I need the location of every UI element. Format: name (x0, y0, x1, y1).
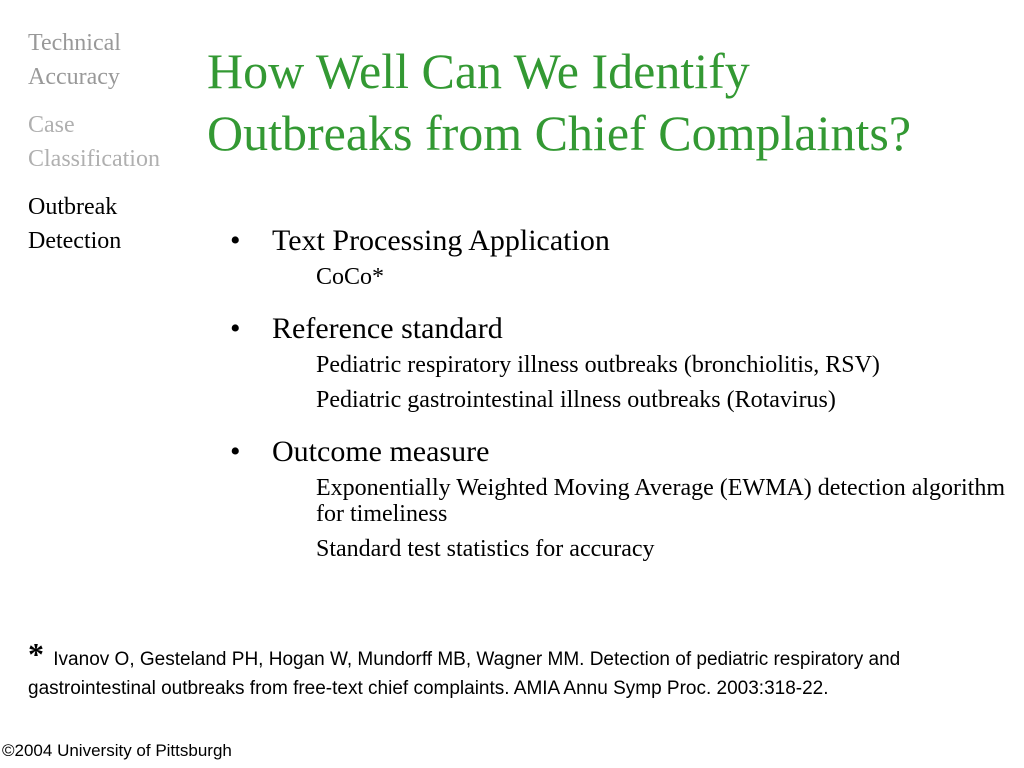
bullet-icon: • (230, 312, 241, 345)
sidebar-item-outbreak-detection[interactable] (28, 190, 198, 258)
sub-item: Exponentially Weighted Moving Average (EWMA) detection algorithm for timeliness (316, 475, 1006, 527)
bullet-item (230, 310, 1020, 348)
sidebar-item-label: Outbreak (28, 194, 118, 220)
bullet-group (230, 310, 1020, 413)
sub-list (230, 352, 1020, 413)
bullet-group (230, 433, 1020, 562)
page-title (207, 40, 1017, 164)
citation-footnote (28, 636, 1018, 703)
bullet-group (230, 222, 1020, 290)
bullet-label: Reference standard (272, 312, 503, 345)
bullet-icon: • (230, 435, 241, 468)
sidebar-nav (28, 26, 198, 272)
sidebar-item-label: Case (28, 112, 75, 138)
title-line: Outbreaks from Chief Complaints? (207, 105, 912, 161)
sidebar-item-technical-accuracy[interactable] (28, 26, 198, 94)
footnote-text: Ivanov O, Gesteland PH, Hogan W, Mundorff MB, Wagner MM. Detection of pediatric respiratory and gastrointestinal outbreaks from free-text chief complaints. AMIA Annu Symp Proc. 2003:318-22. (28, 649, 901, 699)
bullet-item (230, 222, 1020, 260)
footnote-marker: * (28, 636, 44, 672)
bullet-icon: • (230, 224, 241, 257)
sidebar-item-label: Technical (28, 30, 121, 56)
sidebar-item-label: Detection (28, 228, 122, 254)
sub-item: Pediatric gastrointestinal illness outbreaks (Rotavirus) (316, 387, 836, 413)
sidebar-item-label: Classification (28, 146, 160, 172)
copyright-notice: ©2004 University of Pittsburgh (2, 741, 232, 760)
sidebar-item-case-classification[interactable] (28, 108, 198, 176)
bullet-item (230, 433, 1020, 471)
sub-list (230, 475, 1020, 562)
slide-content (230, 222, 1020, 582)
sub-item: Pediatric respiratory illness outbreaks (bronchiolitis, RSV) (316, 352, 880, 378)
sub-list (230, 264, 1020, 290)
title-line: How Well Can We Identify (207, 43, 750, 99)
sub-item: Standard test statistics for accuracy (316, 536, 655, 562)
bullet-label: Text Processing Application (272, 224, 610, 257)
bullet-label: Outcome measure (272, 435, 490, 468)
sidebar-item-label: Accuracy (28, 64, 120, 90)
sub-item: CoCo* (316, 264, 385, 290)
